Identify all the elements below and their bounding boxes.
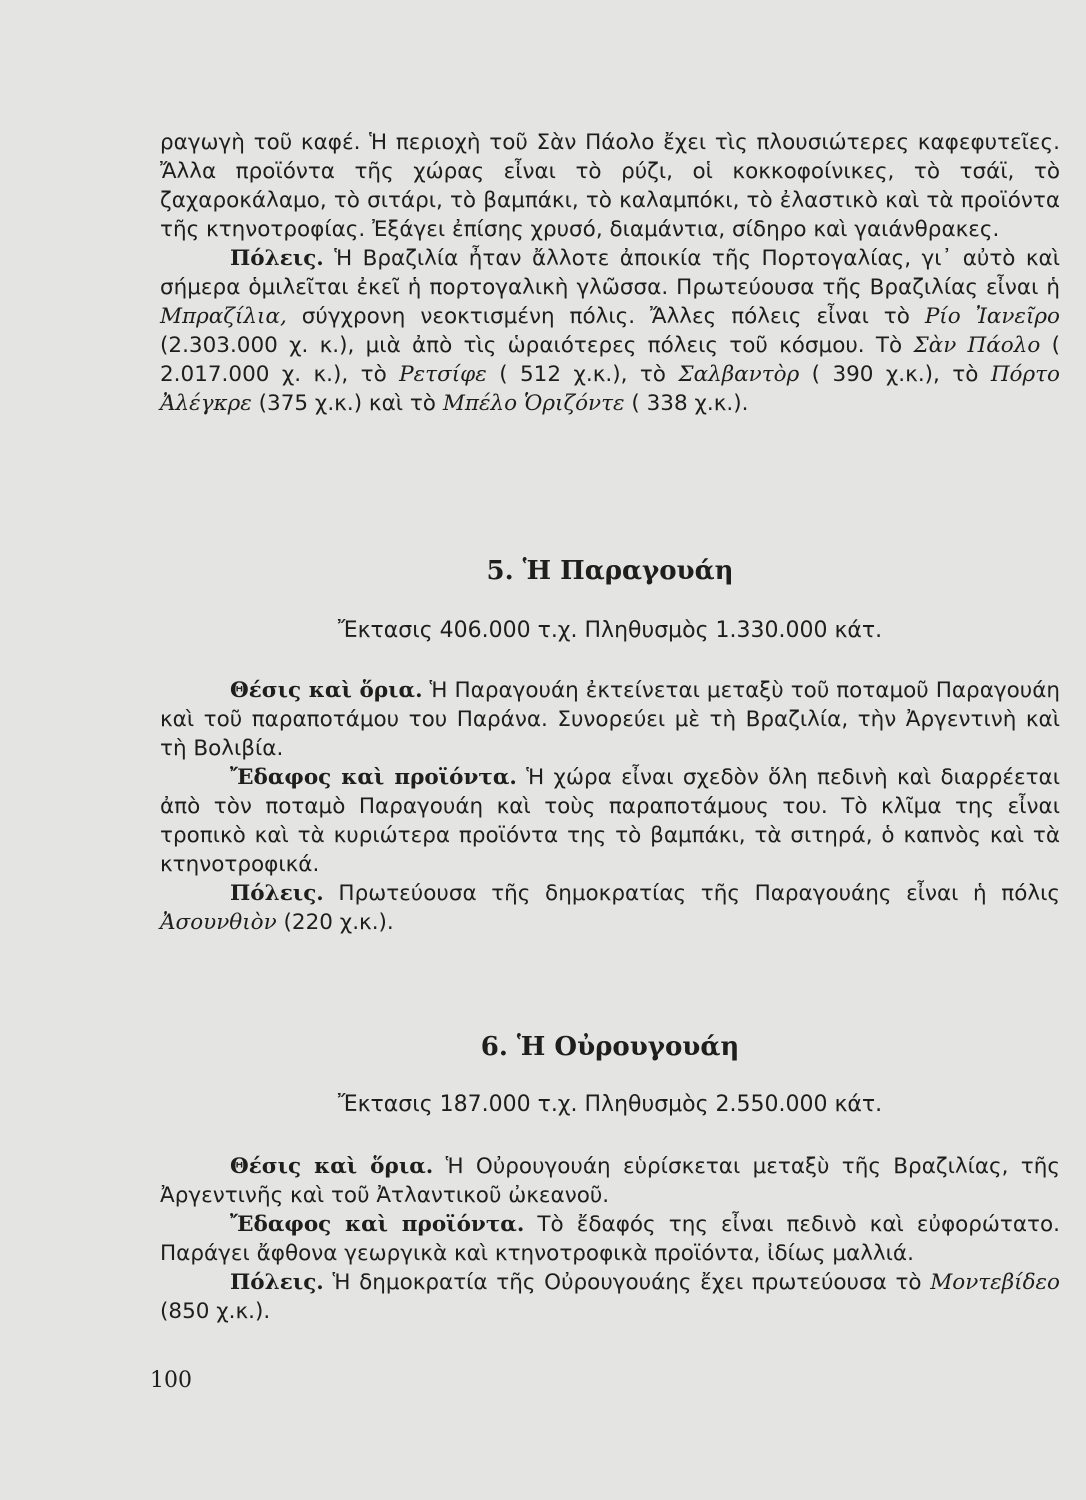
uruguay-cities-paragraph	[160, 1268, 1060, 1326]
paraguay-position-label: Θέσις καὶ ὅρια.	[230, 678, 423, 703]
uruguay-body	[160, 1152, 1060, 1326]
brazil-cities-text-d: ( 2.017.000 χ. κ.), τὸ	[160, 333, 1060, 387]
brazil-cities-text-b: σύγχρονη νεοκτισμένη πόλις. Ἄλλες πόλεις εἶναι τὸ	[301, 304, 910, 329]
uruguay-soil-label: Ἔδαφος καὶ προϊόντα.	[230, 1212, 525, 1237]
paraguay-body	[160, 676, 1060, 937]
brazil-cities-text-a: Ἡ Βραζιλία ἦταν ἄλλοτε ἀποικία τῆς Πορτογαλίας, γι᾽ αὐτὸ καὶ σήμερα ὁμιλεῖται ἐκεῖ ἡ πορτογαλικὴ γλῶσσα. Πρωτεύουσα τῆς Βραζιλίας εἶναι ἡ	[160, 246, 1060, 300]
brazil-cities-paragraph	[160, 244, 1060, 418]
uruguay-position-text: Ἡ Οὐρουγουάη εὑρίσκεται μεταξὺ τῆς Βραζιλίας, τῆς Ἀργεντινῆς καὶ τοῦ Ἀτλαντικοῦ ὠκεανοῦ.	[160, 1154, 1060, 1208]
city-salvador: Σαλβαντὸρ	[678, 362, 800, 387]
brazil-cities-text-e: ( 512 χ.κ.), τὸ	[499, 362, 666, 387]
section-heading-paraguay: 5. Ἡ Παραγουάη	[486, 556, 734, 586]
uruguay-capital: Μοντεβίδεο	[930, 1270, 1060, 1295]
paraguay-soil-text: Ἡ χώρα εἶναι σχεδὸν ὅλη πεδινὴ καὶ διαρρέεται ἀπὸ τὸν ποταμὸ Παραγουάη καὶ τοὺς παραποτάμους του. Τὸ κλῖμα της εἶναι τροπικὸ καὶ τὰ κυριώτερα προϊόντα της τὸ βαμπάκι, τὰ σιτηρά, ὁ καπνὸς καὶ τὰ κτηνοτροφικά.	[160, 765, 1061, 877]
uruguay-cities-text: Ἡ δημοκρατία τῆς Οὐρουγουάης ἔχει πρωτεύουσα τὸ	[332, 1270, 922, 1295]
brazil-cities-text-h: ( 338 χ.κ.).	[631, 391, 749, 416]
city-sao-paulo: Σὰν Πάολο	[913, 333, 1041, 358]
brazil-cities-text-g: (375 χ.κ.) καὶ τὸ	[258, 391, 436, 416]
brazil-products-paragraph: ραγωγὴ τοῦ καφέ. Ἡ περιοχὴ τοῦ Σὰν Πάολο ἔχει τὶς πλουσιώτερες καφεφυτεῖες. Ἄλλα προϊόντα τῆς χώρας εἶναι τὸ ρύζι, οἱ κοκκοφοίνικες, τὸ τσάϊ, τὸ ζαχαροκάλαμο, τὸ σιτάρι, τὸ βαμπάκι, τὸ καλαμπόκι, τὸ ἐλαστικὸ καὶ τὰ προϊόντα τῆς κτηνοτροφίας. Ἐξάγει ἐπίσης χρυσό, διαμάντια, σίδηρο καὶ γαιάνθρακες.	[160, 130, 1060, 242]
city-recife: Ρετσίφε	[399, 362, 487, 387]
city-brasilia: Μπραζίλια,	[160, 304, 287, 329]
page-number: 100	[150, 1368, 192, 1393]
uruguay-soil-text: Τὸ ἔδαφός της εἶναι πεδινὸ καὶ εὐφορώτατο. Παράγει ἄφθονα γεωργικὰ καὶ κτηνοτροφικὰ προϊόντα, ἰδίως μαλλιά.	[160, 1212, 1060, 1266]
paraguay-cities-paragraph	[160, 879, 1060, 937]
paraguay-soil-label: Ἔδαφος καὶ προϊόντα.	[230, 765, 517, 790]
paraguay-cities-label: Πόλεις.	[230, 881, 324, 906]
uruguay-position-label: Θέσις καὶ ὅρια.	[230, 1154, 434, 1179]
paraguay-capital: Ἀσουνθιὸν	[160, 910, 277, 935]
brazil-cities-text-c: (2.303.000 χ. κ.), μιὰ ἀπὸ τὶς ὡραιότερες πόλεις τοῦ κόσμου. Τὸ	[160, 333, 903, 358]
paraguay-soil-paragraph	[160, 763, 1060, 879]
uruguay-stats: Ἔκτασις 187.000 τ.χ. Πληθυσμὸς 2.550.000 κάτ.	[337, 1092, 883, 1117]
uruguay-soil-paragraph	[160, 1210, 1060, 1268]
uruguay-capital-pop: (850 χ.κ.).	[160, 1299, 271, 1324]
uruguay-cities-label: Πόλεις.	[230, 1270, 324, 1295]
brazil-cities-text-f: ( 390 χ.κ.), τὸ	[811, 362, 979, 387]
brazil-continuation	[160, 128, 1060, 418]
paraguay-position-text: Ἡ Παραγουάη ἐκτείνεται μεταξὺ τοῦ ποταμοῦ Παραγουάη καὶ τοῦ παραποτάμου του Παράνα. Συνορεύει μὲ τὴ Βραζιλία, τὴν Ἀργεντινὴ καὶ τὴ Βολιβία.	[160, 678, 1060, 761]
city-belo-horizonte: Μπέλο Ὁριζόντε	[442, 391, 625, 416]
paraguay-cities-text: Πρωτεύουσα τῆς δημοκρατίας τῆς Παραγουάης εἶναι ἡ πόλις	[338, 881, 1061, 906]
paraguay-stats: Ἔκτασις 406.000 τ.χ. Πληθυσμὸς 1.330.000 κάτ.	[337, 618, 883, 643]
city-rio: Ρίο Ἰανεῖρο	[924, 304, 1060, 329]
uruguay-position-paragraph	[160, 1152, 1060, 1210]
brazil-cities-label: Πόλεις.	[230, 246, 324, 271]
paraguay-position-paragraph	[160, 676, 1060, 763]
city-porto-alegre: Πόρτο Ἀλέγκρε	[160, 362, 1060, 416]
section-heading-uruguay: 6. Ἡ Οὐρουγουάη	[480, 1032, 740, 1062]
paraguay-capital-pop: (220 χ.κ.).	[283, 910, 394, 935]
